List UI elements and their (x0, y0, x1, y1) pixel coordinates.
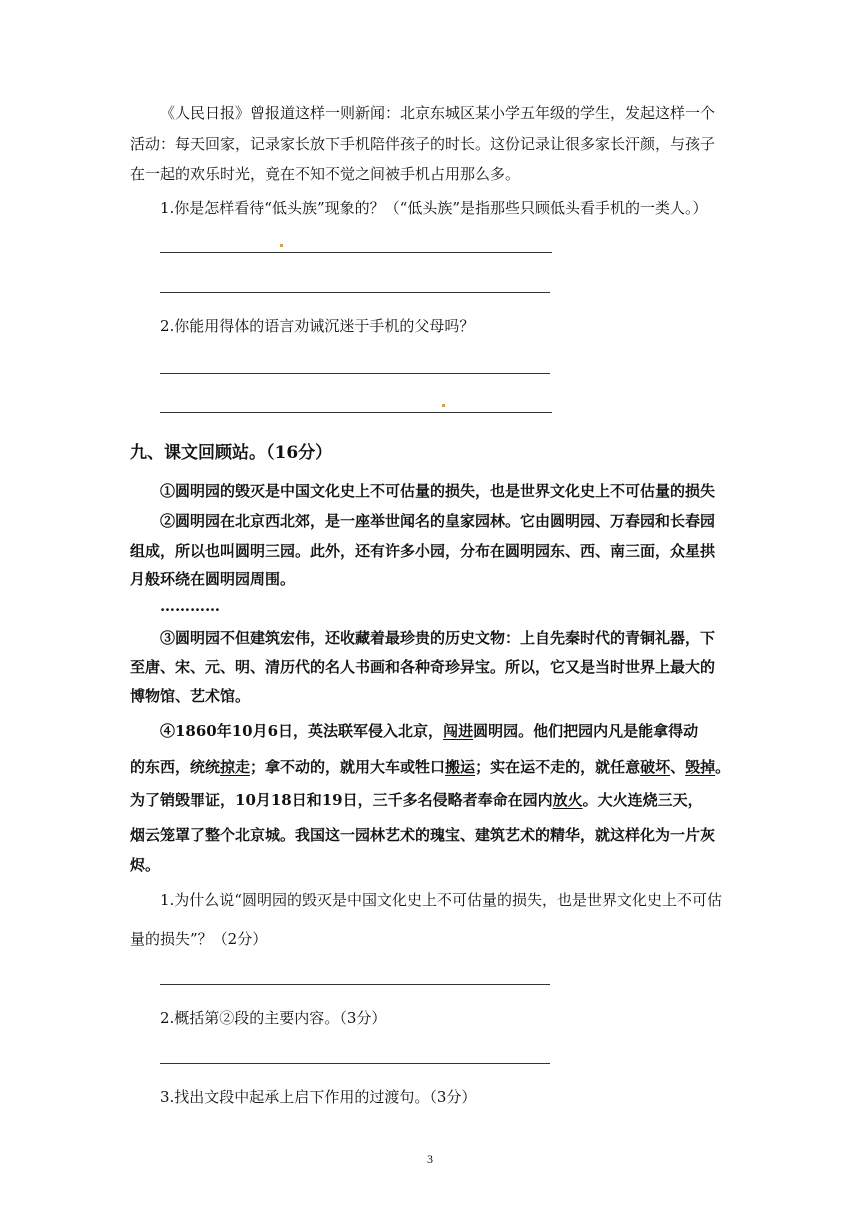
passage-para-3-line-2: 至唐、宋、元、明、清历代的名人书画和各种奇珍异宝。所以，它又是当时世界上最大的 (130, 658, 716, 676)
passage-para-1: ①圆明园的毁灭是中国文化史上不可估量的损失，也是世界文化史上不可估量的损失 (160, 482, 716, 500)
answer-line-q1-a[interactable] (160, 252, 552, 253)
underlined-word: 搬运 (445, 758, 476, 776)
text-span: 。 (715, 758, 731, 776)
underlined-word: 闯进 (443, 722, 474, 740)
sub-question-1-line-2: 量的损失”？（2分） (130, 930, 268, 948)
sub-question-3: 3.找出文段中起承上启下作用的过渡句。（3分） (160, 1088, 477, 1106)
text-span: ④1860年10月6日，英法联军侵入北京， (160, 722, 444, 740)
passage-ellipsis: ………… (160, 597, 220, 615)
passage-para-3-line-3: 博物馆、艺术馆。 (130, 687, 251, 705)
passage-para-4-line-2 (130, 757, 730, 777)
underlined-word: 破坏 (640, 758, 671, 776)
text-span: 圆明园。他们把园内凡是能拿得动 (473, 722, 699, 740)
passage-para-4-line-5: 烬。 (130, 856, 161, 874)
intro-line-2: 活动：每天回家，记录家长放下手机陪伴孩子的时长。这份记录让很多家长汗颜，与孩子 (130, 135, 716, 153)
marker-dot (280, 244, 283, 247)
section-9-heading: 九、课文回顾站。（16分） (130, 443, 333, 463)
text-span: ；实在运不走的，就任意 (475, 758, 641, 776)
page-number: 3 (427, 1152, 433, 1166)
answer-line-q2-b[interactable] (160, 412, 552, 413)
answer-line-sq2[interactable] (160, 1063, 550, 1064)
passage-para-2-line-1: ②圆明园在北京西北郊，是一座举世闻名的皇家园林。它由圆明园、万春园和长春园 (160, 512, 716, 530)
passage-para-2-line-2: 组成，所以也叫圆明三园。此外，还有许多小园，分布在圆明园东、西、南三面，众星拱 (130, 542, 716, 560)
passage-para-4-line-4: 烟云笼罩了整个北京城。我国这一园林艺术的瑰宝、建筑艺术的精华，就这样化为一片灰 (130, 826, 716, 844)
intro-line-3: 在一起的欢乐时光，竟在不知不觉之间被手机占用那么多。 (130, 165, 521, 183)
intro-line-1: 《人民日报》曾报道这样一则新闻：北京东城区某小学五年级的学生，发起这样一个 (160, 104, 716, 122)
sub-question-2: 2.概括第②段的主要内容。（3分） (160, 1009, 387, 1027)
passage-para-2-line-3: 月般环绕在圆明园周围。 (130, 570, 296, 588)
text-span: 。大火连烧三天， (582, 791, 703, 809)
marker-dot (442, 404, 445, 407)
answer-line-q1-b[interactable] (160, 292, 550, 293)
passage-para-4-line-1 (160, 721, 698, 741)
sub-question-1-line-1: 1.为什么说“圆明园的毁灭是中国文化史上不可估量的损失，也是世界文化史上不可估 (160, 891, 722, 909)
passage-para-3-line-1: ③圆明园不但建筑宏伟，还收藏着最珍贵的历史文物：上自先秦时代的青铜礼器，下 (160, 629, 716, 647)
underlined-word: 掠走 (220, 758, 251, 776)
answer-line-sq1[interactable] (160, 984, 550, 985)
text-span: 、 (670, 758, 686, 776)
text-span: ；拿不动的，就用大车或牲口 (250, 758, 446, 776)
underlined-word: 放火 (552, 791, 583, 809)
text-span: 为了销毁罪证，10月18日和19日，三千多名侵略者奉命在园内 (130, 791, 553, 809)
underlined-word: 毁掉 (685, 758, 716, 776)
text-span: 的东西，统统 (130, 758, 221, 776)
question-1: 1.你是怎样看待“低头族”现象的？（“低头族”是指那些只顾低头看手机的一类人。） (160, 199, 708, 217)
question-2: 2.你能用得体的语言劝诫沉迷于手机的父母吗？ (160, 317, 475, 335)
answer-line-q2-a[interactable] (160, 373, 550, 374)
passage-para-4-line-3 (130, 790, 703, 810)
